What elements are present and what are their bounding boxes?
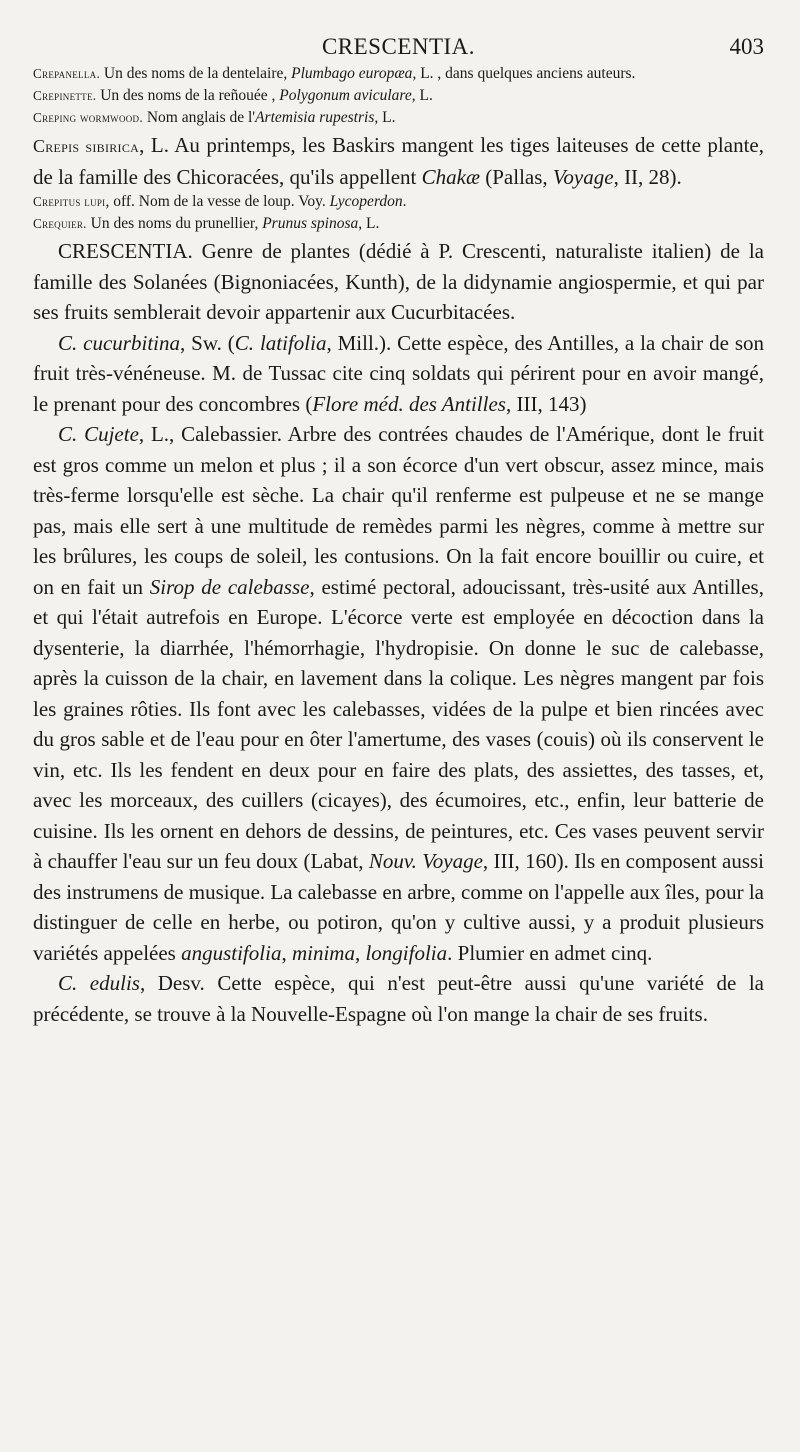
synonym-name: C. latifolia — [234, 330, 327, 355]
citation-title: Nouv. Voyage — [368, 849, 483, 873]
entry-c-cujete — [33, 419, 764, 968]
entry-headword: Crepinette. — [33, 88, 97, 103]
entry-c-cucurbitina — [33, 328, 764, 420]
page-header — [33, 28, 764, 64]
entry-text: , II, 28). — [613, 164, 682, 189]
entry-text: , L., Calebassier. Arbre des contrées chaudes de l'Amérique, dont le fruit est gros comme un melon et plus ; il a son écorce d'un vert obscur, assez mince, mais très-ferme lorsqu'elle est sèche. La chair qu'il renferme est pulpeuse et ne se mange pas, mais elle sert à une multitude de remèdes parmi les nègres, comme à mettre sur les brûlures, les coups de soleil, les contusions. On la fait encore bouillir ou cuire, et on en fait un — [33, 422, 764, 599]
entry-text: , off. Nom de la vesse de loup. Voy. — [105, 193, 330, 210]
entry-crepis-sibirica — [33, 130, 764, 192]
species-name: C. Cujete — [58, 422, 139, 446]
vernacular-name: Chakæ — [421, 164, 480, 189]
entry-text: , Desv. Cette espèce, qui n'est peut-être aussi qu'une variété de la précédente, se trouve à la Nouvelle-Espagne où l'on mange la chair de ses fruits. — [33, 971, 764, 1026]
entry-text: Un des noms de la reñouée , — [96, 87, 280, 104]
entry-creping-wormwood — [33, 108, 764, 128]
variety-name: longifolia — [365, 940, 448, 965]
entry-crepanella — [33, 64, 764, 84]
running-title: CRESCENTIA. — [321, 34, 476, 59]
entry-headword: Crequier. — [33, 216, 87, 231]
entry-headword: CRESCENTIA. — [58, 239, 193, 263]
entry-text: Genre de plantes (dédié à P. Crescenti, naturaliste italien) de la famille des Solanées (Bignoniacées, Kunth), de la didynamie angiospermie, et qui par ses fruits semblerait devoir appartenir aux Cucurbitacées. — [33, 239, 764, 324]
species-name: C. edulis — [58, 971, 140, 995]
citation-title: Flore méd. des Antilles — [312, 391, 506, 416]
entry-text: , Mill.). Cette espèce, des Antilles, a la chair de son fruit très-vénéneuse. M. de Tussac cite cinq soldats qui périrent pour en avoir mangé, le prenant pour des concombres ( — [33, 330, 764, 416]
latin-name: Polygonum aviculare — [279, 87, 412, 104]
preparation-name: Sirop de calebasse — [149, 574, 310, 599]
entry-crequier — [33, 214, 764, 234]
cross-reference: Lycoperdon — [329, 193, 403, 210]
entry-text: (Pallas, — [480, 164, 553, 189]
entry-headword: Creping wormwood. — [33, 110, 143, 125]
entry-crepitus-lupi — [33, 192, 764, 212]
entry-text: , L. — [374, 109, 396, 126]
entry-text: Un des noms de la dentelaire, — [100, 65, 292, 82]
entry-text: Un des noms du prunellier, — [86, 215, 263, 232]
entry-c-edulis — [33, 968, 764, 1029]
entry-headword: Crepis sibirica — [33, 136, 140, 156]
page-number: 403 — [729, 34, 764, 59]
entry-text: , L. — [358, 215, 380, 232]
entry-text: , Sw. ( — [179, 330, 235, 355]
entry-text: , estimé pectoral, adoucissant, très-usité aux Antilles, et qui l'était autrefois en Europe. L'écorce verte est employée en décoction dans la dysenterie, la diarrhée, l'hémorrhagie, l'hydropisie. On donne le suc de calebasse, après la cuisson de la chair, en lavement dans la colique. Les nègres mangent par fois les graines rôties. Ils font avec les calebasses, vidées de la pulpe et bien rincées avec du gros sable et de l'eau pour en ôter l'amertume, des vases (couis) où ils conservent le vin, etc. Ils les fendent en deux pour en faire des plats, des assiettes, des tasses, et, avec les morceaux, des cuillers (cicayes), des écumoires, etc., enfin, leur batterie de cuisine. Ils les ornent en dehors de dessins, de peintures, etc. Ces vases peuvent servir à chauffer l'eau sur un feu doux (Labat, — [33, 574, 764, 873]
citation-title: Voyage — [552, 164, 614, 189]
entry-text: , III, 160). Ils en composent aussi des instrumens de musique. La calebasse en arbre, comme on l'appelle aux îles, pour la distinguer de celle en herbe, ou potiron, qu'on y cultive aussi, y a produit plusieurs variétés appelées — [33, 849, 764, 965]
species-name: C. cucurbitina — [58, 330, 180, 355]
latin-name: Plumbago europæa — [291, 65, 413, 82]
entry-text: Nom anglais de l' — [142, 109, 256, 126]
entry-crepinette — [33, 86, 764, 106]
entry-crescentia — [33, 236, 764, 328]
latin-name: Artemisia rupestris — [255, 109, 375, 126]
latin-name: Prunus spinosa — [262, 215, 359, 232]
entry-text: . Plumier en admet cinq. — [447, 940, 653, 965]
entry-text: , L. — [411, 87, 433, 104]
entry-text: , L. , dans quelques anciens auteurs. — [412, 65, 636, 82]
entry-text: . — [402, 193, 407, 210]
variety-name: minima — [291, 940, 355, 965]
entry-headword: Crepanella. — [33, 66, 101, 81]
entry-text: , III, 143) — [505, 391, 587, 416]
entry-text: , L. Au printemps, les Baskirs mangent les tiges laiteuses de cette plante, de la famille des Chicoracées, qu'ils appellent — [33, 133, 764, 189]
entry-text: , — [281, 940, 292, 965]
entry-text: , — [354, 940, 366, 965]
variety-name: angustifolia — [181, 940, 282, 965]
entry-headword: Crepitus lupi — [33, 194, 106, 209]
